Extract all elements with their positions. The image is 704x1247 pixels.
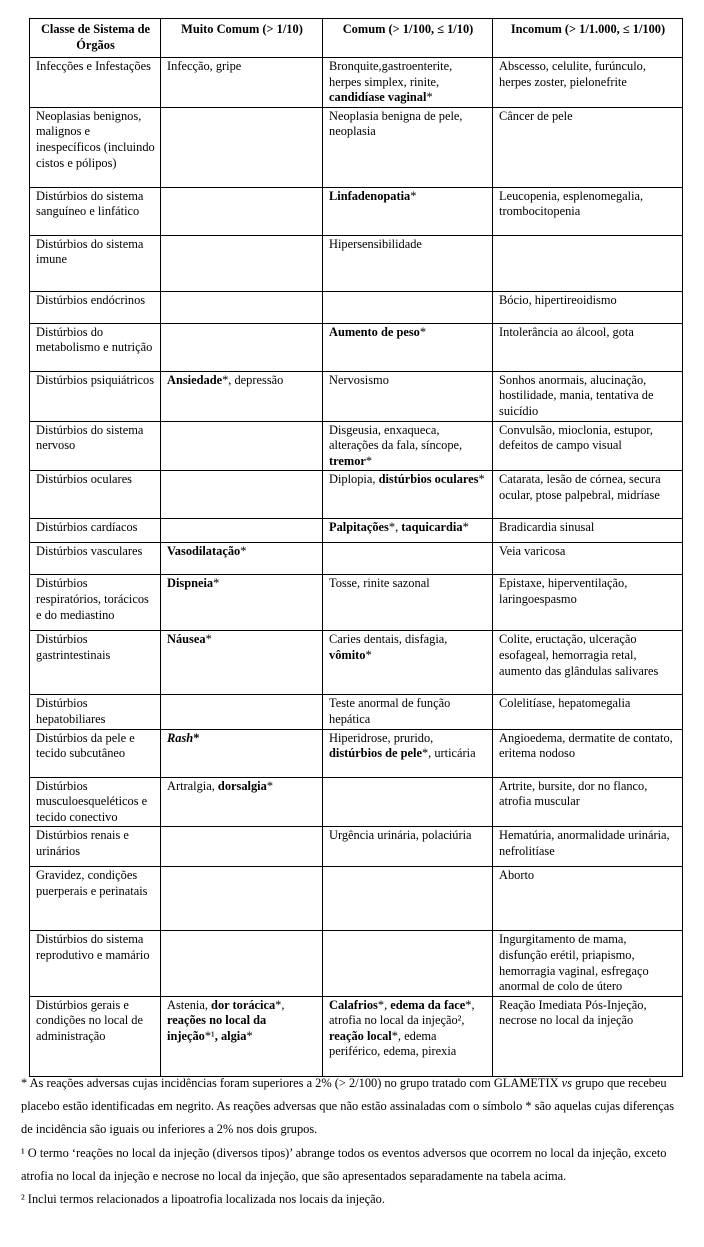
organ-class-cell xyxy=(30,291,161,323)
cell-text: *, depressão xyxy=(222,372,284,387)
cell-text: Aborto xyxy=(499,868,535,883)
cell-text: Caries dentais, disfagia, xyxy=(329,632,448,647)
very-common-cell xyxy=(161,996,323,1076)
cell-text: Distúrbios respiratórios, torácicos e do mediastino xyxy=(36,576,149,622)
organ-class-cell xyxy=(30,695,161,729)
cell-text: Ingurgitamento de mama, disfunção erétil, priapismo, hemorragia vaginal, esfregaço anormal de colo de útero xyxy=(499,932,649,994)
organ-class-cell xyxy=(30,996,161,1076)
cell-text: , algia xyxy=(214,1028,247,1043)
table-row xyxy=(30,996,683,1076)
cell-text: Aumento de peso xyxy=(329,324,420,339)
organ-class-cell xyxy=(30,631,161,695)
common-cell xyxy=(323,631,493,695)
cell-text: edema da face xyxy=(390,997,466,1012)
uncommon-cell xyxy=(493,58,683,108)
uncommon-cell xyxy=(493,323,683,371)
cell-text: Nervosismo xyxy=(329,372,389,387)
cell-text: *, xyxy=(275,997,285,1012)
organ-class-cell xyxy=(30,187,161,235)
cell-text: vômito xyxy=(329,647,366,662)
common-cell xyxy=(323,729,493,777)
table-row xyxy=(30,827,683,867)
organ-class-cell xyxy=(30,371,161,421)
cell-text: Distúrbios do sistema reprodutivo e mamário xyxy=(36,932,150,962)
cell-text: *, xyxy=(388,520,402,535)
cell-text: Reação Imediata Pós-Injeção, necrose no local da injeção xyxy=(499,997,647,1028)
uncommon-cell xyxy=(493,519,683,543)
header-very-common: Muito Comum (> 1/10) xyxy=(161,19,323,58)
cell-text: taquicardia xyxy=(401,520,463,535)
very-common-cell xyxy=(161,235,323,291)
very-common-cell xyxy=(161,471,323,519)
common-cell xyxy=(323,695,493,729)
cell-text: Neoplasia benigna de pele, neoplasia xyxy=(329,108,463,139)
cell-text: distúrbios de pele xyxy=(329,746,422,761)
uncommon-cell xyxy=(493,291,683,323)
common-cell xyxy=(323,996,493,1076)
common-cell xyxy=(323,187,493,235)
cell-text: Distúrbios do sistema imune xyxy=(36,236,144,267)
cell-text: * xyxy=(419,324,427,339)
common-cell xyxy=(323,58,493,108)
table-row xyxy=(30,58,683,108)
cell-text: *¹ xyxy=(204,1028,215,1043)
common-cell xyxy=(323,867,493,931)
common-cell xyxy=(323,371,493,421)
very-common-cell xyxy=(161,107,323,187)
very-common-cell xyxy=(161,729,323,777)
common-cell xyxy=(323,107,493,187)
table-row xyxy=(30,323,683,371)
uncommon-cell xyxy=(493,729,683,777)
cell-text: Distúrbios endócrinos xyxy=(36,292,146,307)
very-common-cell xyxy=(161,543,323,575)
cell-text: Distúrbios cardíacos xyxy=(36,520,138,535)
cell-text: * xyxy=(365,647,372,662)
cell-text: *, edema periférico, edema, pirexia xyxy=(329,1028,457,1059)
table-row xyxy=(30,107,683,187)
cell-text: *, xyxy=(377,997,391,1012)
uncommon-cell xyxy=(493,695,683,729)
cell-text: Distúrbios vasculares xyxy=(36,544,143,559)
very-common-cell xyxy=(161,519,323,543)
cell-text: Bronquite,gastroenterite, herpes simplex, rinite, xyxy=(329,59,453,89)
uncommon-cell xyxy=(493,107,683,187)
footnote-2: ² Inclui termos relacionados a lipoatrofia localizada nos locais da injeção. xyxy=(21,1192,385,1207)
organ-class-cell xyxy=(30,519,161,543)
footnote-1: ¹ O termo ‘reações no local da injeção (diversos tipos)’ abrange todos os eventos adversos que ocorrem no local da injeção, exceto atrofia no local da injeção e necrose no local da injeção, que são apresentados separadamente na tabela acima. xyxy=(21,1145,667,1183)
cell-text: distúrbios oculares xyxy=(378,472,479,487)
very-common-cell xyxy=(161,631,323,695)
table-row xyxy=(30,931,683,996)
cell-text: Intolerância ao álcool, gota xyxy=(499,324,634,339)
table-row xyxy=(30,471,683,519)
very-common-cell xyxy=(161,371,323,421)
table-body xyxy=(30,58,683,1077)
cell-text: Distúrbios psiquiátricos xyxy=(36,372,155,387)
organ-class-cell xyxy=(30,58,161,108)
cell-text: * xyxy=(462,520,469,535)
organ-class-cell xyxy=(30,107,161,187)
cell-text: Tosse, rinite sazonal xyxy=(329,576,430,591)
cell-text: Bradicardia sinusal xyxy=(499,520,595,535)
cell-text: Distúrbios do sistema sanguíneo e linfático xyxy=(36,188,144,219)
organ-class-cell xyxy=(30,931,161,996)
organ-class-cell xyxy=(30,575,161,631)
cell-text: reação local xyxy=(329,1028,392,1043)
very-common-cell xyxy=(161,291,323,323)
cell-text: Hipersensibilidade xyxy=(329,236,422,251)
very-common-cell xyxy=(161,575,323,631)
uncommon-cell xyxy=(493,471,683,519)
very-common-cell xyxy=(161,931,323,996)
uncommon-cell xyxy=(493,235,683,291)
cell-text: * xyxy=(213,576,220,591)
cell-text: *, urticária xyxy=(421,746,476,761)
table-row xyxy=(30,421,683,471)
organ-class-cell xyxy=(30,421,161,471)
uncommon-cell xyxy=(493,543,683,575)
footnote-star-text-b: grupo que recebeu placebo estão identificadas em negrito. As reações adversas que não estão assinaladas com o símbolo * são aquelas cujas diferenças de incidência são iguais ou inferiores a 2% nos dois grupos. xyxy=(21,1076,675,1137)
common-cell xyxy=(323,291,493,323)
organ-class-cell xyxy=(30,777,161,827)
cell-text: Urgência urinária, polaciúria xyxy=(329,828,472,843)
table-row xyxy=(30,777,683,827)
very-common-cell xyxy=(161,827,323,867)
header-uncommon: Incomum (> 1/1.000, ≤ 1/100) xyxy=(493,19,683,58)
table-row xyxy=(30,575,683,631)
cell-text: Vasodilatação xyxy=(167,544,241,559)
cell-text: Teste anormal de função hepática xyxy=(329,696,451,726)
cell-text: *, atrofia no local da injeção², xyxy=(329,997,475,1028)
common-cell xyxy=(323,235,493,291)
uncommon-cell xyxy=(493,421,683,471)
cell-text: Distúrbios do sistema nervoso xyxy=(36,422,144,453)
table-row xyxy=(30,235,683,291)
header-common: Comum (> 1/100, ≤ 1/10) xyxy=(323,19,493,58)
very-common-cell xyxy=(161,58,323,108)
cell-text: Gravidez, condições puerperais e perinatais xyxy=(36,868,148,898)
cell-text: Colite, eructação, ulceração esofageal, hemorragia retal, aumento das glândulas salivares xyxy=(499,632,659,678)
organ-class-cell xyxy=(30,543,161,575)
uncommon-cell xyxy=(493,575,683,631)
common-cell xyxy=(323,323,493,371)
uncommon-cell xyxy=(493,187,683,235)
cell-text: Sonhos anormais, alucinação, hostilidade, mania, tentativa de suicídio xyxy=(499,372,654,418)
uncommon-cell xyxy=(493,827,683,867)
very-common-cell xyxy=(161,867,323,931)
cell-text: Distúrbios musculoesqueléticos e tecido conectivo xyxy=(36,778,148,824)
footnote-star-text-a: * As reações adversas cujas incidências foram superiores a 2% (> 2/100) no grupo tratado com GLAMETIX xyxy=(21,1076,562,1090)
cell-text: Artrite, bursite, dor no flanco, atrofia muscular xyxy=(499,778,648,809)
cell-text: Colelitíase, hepatomegalia xyxy=(499,696,631,711)
cell-text: * xyxy=(240,544,247,559)
organ-class-cell xyxy=(30,323,161,371)
cell-text: Astenia, xyxy=(167,997,212,1012)
cell-text: Convulsão, mioclonia, estupor, defeitos de campo visual xyxy=(499,422,654,453)
cell-text: dorsalgia xyxy=(217,778,267,793)
adverse-reactions-table xyxy=(29,18,683,1077)
common-cell xyxy=(323,421,493,471)
common-cell xyxy=(323,777,493,827)
cell-text: Câncer de pele xyxy=(499,108,573,123)
uncommon-cell xyxy=(493,371,683,421)
common-cell xyxy=(323,575,493,631)
cell-text xyxy=(167,731,193,745)
cell-text: Artralgia, xyxy=(167,778,218,793)
cell-text: Leucopenia, esplenomegalia, trombocitopenia xyxy=(499,188,644,219)
cell-text: * xyxy=(266,778,274,793)
cell-text: Disgeusia, enxaqueca, alterações da fala, síncope, xyxy=(329,422,463,453)
very-common-cell xyxy=(161,421,323,471)
cell-text: Distúrbios hepatobiliares xyxy=(36,696,106,726)
table-header-row xyxy=(30,19,683,58)
organ-class-cell xyxy=(30,827,161,867)
cell-text: * xyxy=(478,472,485,487)
cell-text: Angioedema, dermatite de contato, eritema nodoso xyxy=(499,730,673,761)
cell-text: Distúrbios da pele e tecido subcutâneo xyxy=(36,730,135,761)
footnotes xyxy=(21,1072,685,1211)
table-row xyxy=(30,695,683,729)
cell-text: * xyxy=(365,453,373,468)
cell-text: Infecções e Infestações xyxy=(36,59,151,73)
table-row xyxy=(30,519,683,543)
uncommon-cell xyxy=(493,996,683,1076)
table-row xyxy=(30,187,683,235)
cell-text: Catarata, lesão de córnea, secura ocular, ptose palpebral, midríase xyxy=(499,472,661,502)
cell-text: Distúrbios gerais e condições no local de administração xyxy=(36,997,144,1043)
uncommon-cell xyxy=(493,777,683,827)
very-common-cell xyxy=(161,187,323,235)
cell-text: Infecção, gripe xyxy=(167,59,242,73)
table-row xyxy=(30,631,683,695)
cell-text: reações no local da injeção xyxy=(167,1013,267,1043)
very-common-cell xyxy=(161,695,323,729)
table-row xyxy=(30,291,683,323)
cell-text: Hematúria, anormalidade urinária, nefrolitíase xyxy=(499,828,670,858)
uncommon-cell xyxy=(493,631,683,695)
cell-text: Distúrbios oculares xyxy=(36,472,133,487)
cell-text: Diplopia, xyxy=(329,472,379,487)
table-row xyxy=(30,371,683,421)
cell-text: * xyxy=(205,632,212,647)
organ-class-cell xyxy=(30,867,161,931)
cell-text: Distúrbios renais e urinários xyxy=(36,828,129,858)
cell-text: Dispneia xyxy=(167,576,214,591)
uncommon-cell xyxy=(493,931,683,996)
organ-class-cell xyxy=(30,471,161,519)
cell-text: Palpitações xyxy=(329,520,389,535)
cell-text: Calafrios xyxy=(329,997,378,1012)
cell-text: Rash xyxy=(167,730,194,745)
very-common-cell xyxy=(161,323,323,371)
very-common-cell xyxy=(161,777,323,827)
footnote-bold-criteria xyxy=(21,1072,685,1142)
cell-text: candidíase vaginal xyxy=(329,90,427,105)
footnote-star-vs: vs xyxy=(561,1076,572,1090)
cell-text: Linfadenopatia xyxy=(329,188,411,203)
table-row xyxy=(30,729,683,777)
header-organ-class: Classe de Sistema de Órgãos xyxy=(30,19,161,58)
cell-text: * xyxy=(246,1028,253,1043)
cell-text: Veia varicosa xyxy=(499,544,566,559)
organ-class-cell xyxy=(30,729,161,777)
cell-text: * xyxy=(426,90,433,105)
common-cell xyxy=(323,543,493,575)
cell-text: Distúrbios gastrintestinais xyxy=(36,632,111,662)
cell-text: Neoplasias benignos, malignos e inespecíficos (incluindo cistos e pólipos) xyxy=(36,108,155,170)
common-cell xyxy=(323,827,493,867)
cell-text: Abscesso, celulite, furúnculo, herpes zoster, pielonefrite xyxy=(499,59,646,89)
cell-text: dor torácica xyxy=(211,997,276,1012)
uncommon-cell xyxy=(493,867,683,931)
cell-text: Ansiedade xyxy=(167,372,223,387)
cell-text: Bócio, hipertireoidismo xyxy=(499,292,617,307)
table-row xyxy=(30,543,683,575)
cell-text: Epistaxe, hiperventilação, laringoespasmo xyxy=(499,576,628,606)
organ-class-cell xyxy=(30,235,161,291)
cell-text: * xyxy=(193,730,200,745)
cell-text: Distúrbios do metabolismo e nutrição xyxy=(36,324,153,355)
common-cell xyxy=(323,519,493,543)
cell-text: Náusea xyxy=(167,632,206,647)
cell-text: tremor xyxy=(329,453,366,468)
cell-text: * xyxy=(410,188,417,203)
cell-text: Hiperidrose, prurido, xyxy=(329,730,434,745)
common-cell xyxy=(323,471,493,519)
table-row xyxy=(30,867,683,931)
common-cell xyxy=(323,931,493,996)
